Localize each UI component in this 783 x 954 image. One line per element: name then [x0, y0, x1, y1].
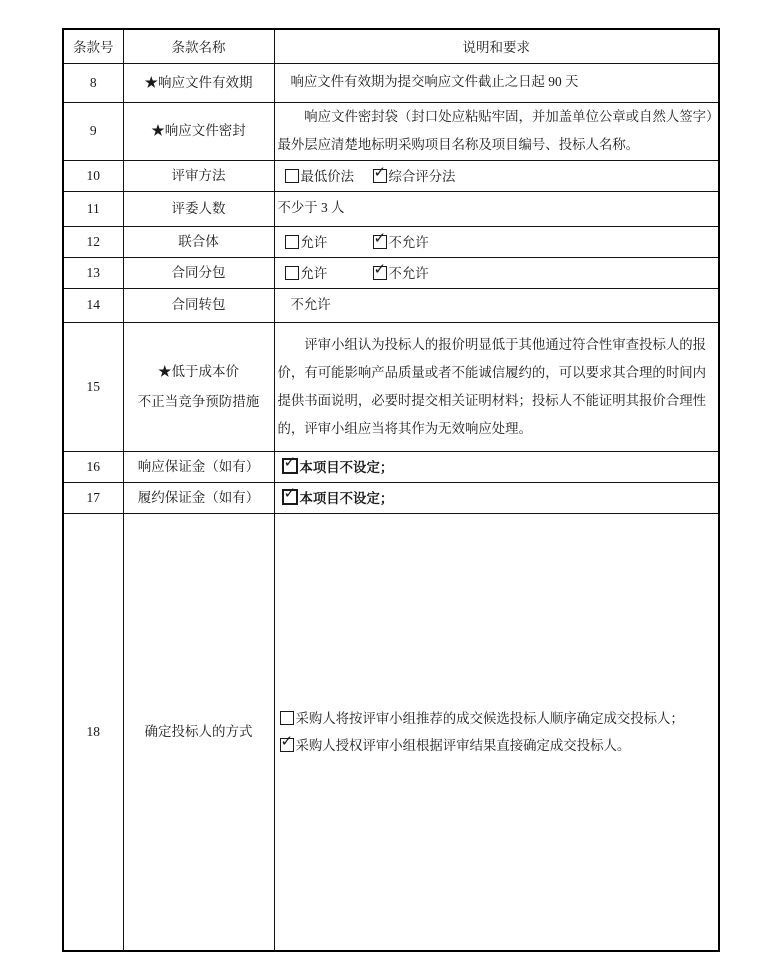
option — [280, 705, 717, 732]
option — [282, 484, 394, 507]
clause-number-cell: 14 — [63, 288, 123, 322]
clause-description-cell — [274, 191, 719, 226]
options-group — [282, 453, 717, 476]
col-header-clause-no: 条款号 — [63, 29, 123, 63]
clause-number-cell: 13 — [63, 257, 123, 288]
clause-name-line: 合同分包 — [171, 264, 226, 280]
clause-description-cell — [274, 102, 719, 160]
option-label: 最低价法 — [300, 169, 355, 184]
checkbox-checked-icon — [282, 453, 298, 474]
clause-name-line: 响应保证金（如有） — [137, 458, 260, 474]
clause-number-cell: 11 — [63, 191, 123, 226]
clause-name-cell — [123, 226, 274, 257]
clause-name-line: 履约保证金（如有） — [137, 489, 260, 505]
option — [285, 263, 371, 282]
table-row — [63, 63, 719, 102]
clause-description-cell — [274, 63, 719, 102]
table-row — [63, 257, 719, 288]
clause-number-cell: 8 — [63, 63, 123, 102]
description-text: 评审小组认为投标人的报价明显低于其他通过符合性审查投标人的报价，有可能影响产品质量或者不能诚信履约的，可以要求其合理的时间内提供书面说明，必要时提交相关证明材料；投标人不能证明其报价合理性的，评审小组应当将其作为无效响应处理。 — [277, 336, 707, 436]
option — [373, 260, 459, 282]
description-text: 响应文件有效期为提交响应文件截止之日起 90 天 — [290, 74, 579, 90]
option — [280, 732, 717, 759]
option — [285, 232, 371, 251]
clause-name-cell — [123, 160, 274, 191]
clause-name-line: 确定投标人的方式 — [144, 723, 253, 739]
table-row — [63, 191, 719, 226]
table-row — [63, 102, 719, 160]
checkbox-checked-icon — [373, 163, 387, 183]
clause-name-cell — [123, 288, 274, 322]
options-group — [285, 229, 717, 251]
clause-number-cell: 10 — [63, 160, 123, 191]
clause-name-cell — [123, 257, 274, 288]
clause-name-cell — [123, 451, 274, 482]
clause-name-cell — [123, 63, 274, 102]
table-row — [63, 226, 719, 257]
checkbox-checked-icon — [373, 229, 387, 249]
checkbox-unchecked-icon — [285, 235, 299, 249]
clause-name-line: 评委人数 — [171, 200, 226, 216]
clause-name-line: 评审方法 — [171, 167, 226, 183]
check-mark-icon: ✓ — [373, 229, 387, 247]
description-text: 不允许 — [290, 296, 331, 312]
check-mark-icon: ✓ — [283, 453, 297, 471]
col-header-clause-name: 条款名称 — [123, 29, 274, 63]
checkbox-checked-icon — [373, 260, 387, 280]
table-row — [63, 513, 719, 951]
clause-name-line: ★低于成本价 — [158, 363, 239, 379]
checkbox-checked-icon — [282, 484, 298, 505]
option — [373, 229, 459, 251]
option — [285, 166, 371, 185]
option-label: 不允许 — [388, 266, 429, 281]
clause-description-cell — [274, 451, 719, 482]
clause-description-cell — [274, 513, 719, 951]
clause-number-cell: 16 — [63, 451, 123, 482]
option-label: 采购人授权评审小组根据评审结果直接确定成交投标人。 — [295, 737, 631, 753]
check-mark-icon: ✓ — [283, 484, 297, 502]
clause-name-line: ★响应文件密封 — [151, 123, 246, 138]
clause-description-cell — [274, 257, 719, 288]
checkbox-unchecked-icon — [285, 169, 299, 183]
clause-description-cell — [274, 226, 719, 257]
clause-name-cell — [123, 102, 274, 160]
clause-description-cell — [274, 288, 719, 322]
clause-name-line: 联合体 — [178, 233, 219, 249]
clause-description-cell — [274, 482, 719, 513]
check-mark-icon: ✓ — [373, 163, 387, 181]
checkbox-unchecked-icon — [285, 266, 299, 280]
clause-number-cell: 12 — [63, 226, 123, 257]
option-label: 允许 — [300, 235, 328, 250]
table-row — [63, 288, 719, 322]
options-group — [285, 163, 717, 185]
clause-name-cell — [123, 191, 274, 226]
option-label: 本项目不设定； — [299, 491, 394, 506]
clause-number-cell: 18 — [63, 513, 123, 951]
clause-name-line: ★响应文件有效期 — [144, 74, 253, 90]
option-label: 不允许 — [388, 235, 429, 250]
checkbox-unchecked-icon — [280, 711, 294, 725]
clause-number-cell: 17 — [63, 482, 123, 513]
options-group — [282, 484, 717, 507]
table-row — [63, 482, 719, 513]
clause-number-cell: 15 — [63, 322, 123, 451]
clause-description-cell — [274, 322, 719, 451]
options-group — [280, 705, 717, 759]
clause-name-line: 不正当竞争预防措施 — [137, 393, 260, 409]
option-label: 允许 — [300, 266, 328, 281]
option-label: 综合评分法 — [388, 169, 456, 184]
clause-number-cell: 9 — [63, 102, 123, 160]
option-label: 采购人将按评审小组推荐的成交候选投标人顺序确定成交投标人； — [295, 710, 684, 726]
clause-name-line: 合同转包 — [171, 297, 226, 312]
option — [373, 163, 459, 185]
check-mark-icon: ✓ — [373, 260, 387, 278]
clause-description-cell — [274, 160, 719, 191]
clause-name-cell — [123, 482, 274, 513]
option-label: 本项目不设定； — [299, 460, 394, 475]
table-row — [63, 322, 719, 451]
option — [282, 453, 394, 476]
description-text: 响应文件密封袋（封口处应粘贴牢固，并加盖单位公章或自然人签字）最外层应清楚地标明采购项目名称及项目编号、投标人名称。 — [277, 109, 713, 152]
table-row — [63, 160, 719, 191]
table-row — [63, 451, 719, 482]
description-text: 不少于 3 人 — [277, 200, 345, 216]
options-group — [285, 260, 717, 282]
clause-name-cell — [123, 513, 274, 951]
col-header-description: 说明和要求 — [274, 29, 719, 63]
clause-name-cell — [123, 322, 274, 451]
checkbox-checked-icon — [280, 731, 294, 752]
check-mark-icon: ✓ — [280, 731, 294, 750]
clauses-table — [62, 28, 720, 952]
header-row — [63, 29, 719, 63]
